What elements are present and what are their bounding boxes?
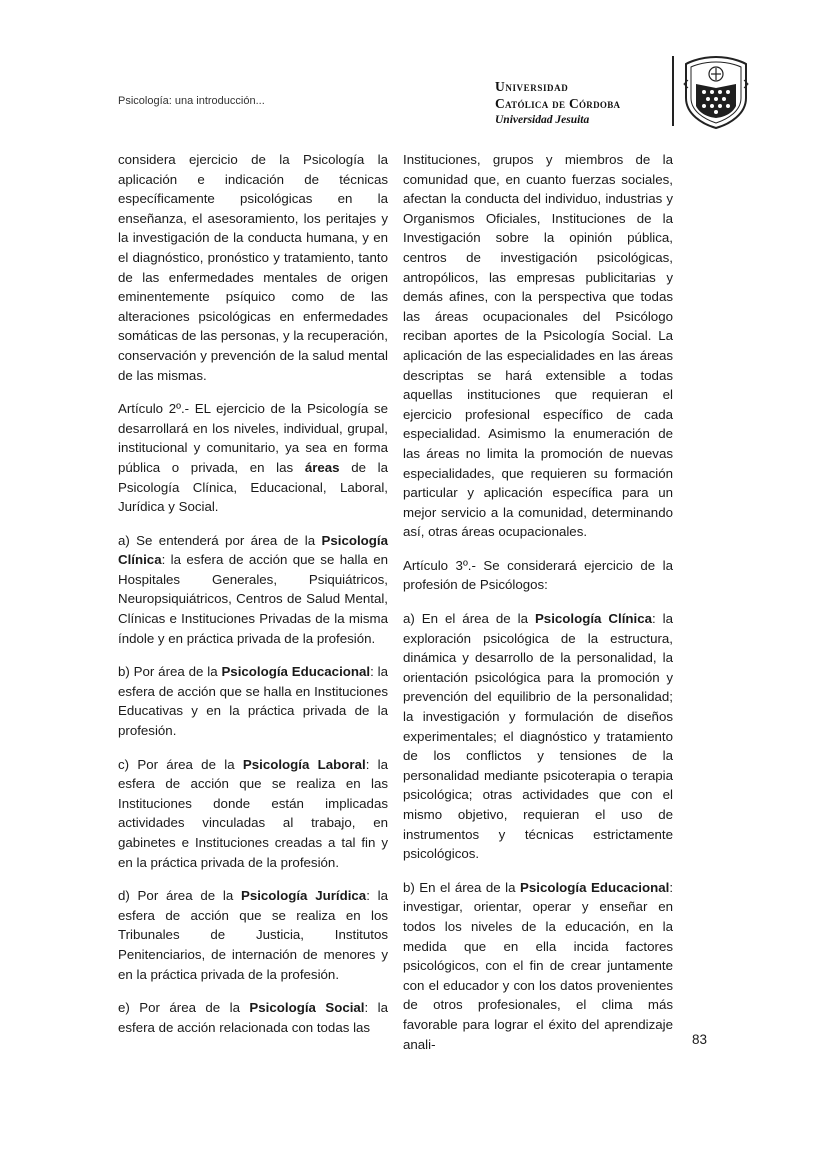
paragraph-social-area: e) Por área de la Psicología Social: la esfera de acción relacionada con todas las [118, 1000, 388, 1035]
university-name-line2: Católica de Córdoba [495, 96, 621, 111]
left-text-column [118, 150, 388, 1051]
paragraph: Instituciones, grupos y miembros de la comunidad que, en cuanto fuerzas sociales, afectan la conducta del individuo, industrias y Organismos Oficiales, Instituciones de la Investigación sobre la opinión pública, centros de investigación psicológicas, antropólicos, las empresas publicitarias y demás afines, con la perspectiva que todas las áreas ocupacionales del Psicólogo reciban aportes de la Psicología Social. La aplicación de las especialidades en las áreas descriptas se hará extensible a todas aquellas instituciones que requieran el ejercicio profesional específico de cada especialidad. Asimismo la enumeración de las áreas no limita la promoción de nuevas especialidades, que requieren su formación particular y aplicación específica para un mejor servicio a la comunidad, determinando así, otras áreas ocupacionales. [403, 152, 673, 540]
paragraph-legal-area: d) Por área de la Psicología Jurídica: la esfera de acción que se realiza en los Tribunales de Justicia, Institutos Penitenciarios, de internación de menores y en la práctica privada de la profesión. [118, 888, 388, 982]
running-title: Psicología: una introducción... [118, 95, 265, 107]
paragraph-article-3: Artículo 3º.- Se considerará ejercicio de la profesión de Psicólogos: [403, 557, 673, 593]
paragraph-clinical-practice: a) En el área de la Psicología Clínica: la exploración psicológica de la estructura, dinámica y desarrollo de la personalidad, la orientación psicológica para la promoción y prevención del equilibrio de la personalidad; la investigación y formulación de diseños experimentales; el diagnóstico y tratamiento de los conflictos y tensiones de la personalidad mediante psicoterapia o terapia psicológica; otras actividades que con el mismo objetivo, requieran el uso de instrumentos y técnicas estrictamente psicológicos. [403, 611, 673, 862]
right-text-column [403, 150, 673, 1068]
university-crest-icon [682, 54, 750, 130]
paragraph-educational-practice: b) En el área de la Psicología Educacional: investigar, orientar, operar y enseñar en todos los niveles de la educación, en la medida que en ella incida factores psicológicos, con el fin de crear juntamente con el educador y con los datos provenientes de otros profesionales, el clima más favorable para lograr el éxito del aprendizaje anali- [403, 879, 674, 1052]
paragraph-educational-area: b) Por área de la Psicología Educacional: la esfera de acción que se halla en Instituciones Educativas y en la práctica privada de la profesión. [118, 664, 388, 739]
logo-divider [672, 56, 674, 126]
university-logo-text [495, 78, 665, 128]
university-tagline: Universidad Jesuita [495, 114, 590, 126]
page-number: 83 [692, 1032, 708, 1047]
paragraph-labor-area: c) Por área de la Psicología Laboral: la esfera de acción que se realiza en las Instituciones donde están implicadas actividades vinculadas al trabajo, en gabinetes e Instituciones creadas a tal fin y en la práctica privada de la profesión. [118, 756, 388, 870]
paragraph-article-2: Artículo 2º.- EL ejercicio de la Psicología se desarrollará en los niveles, individual, grupal, institucional y comunitario, ya sea en forma pública o privada, en las áreas de la Psicología Clínica, Educacional, Laboral, Jurídica y Social. [118, 401, 388, 515]
paragraph: considera ejercicio de la Psicología la aplicación e indicación de técnicas específicamente psicológicas en la enseñanza, el asesoramiento, los peritajes y la investigación de la conducta humana, y en el diagnóstico, pronóstico y tratamiento, tanto de las enfermedades mentales de origen eminentemente psíquico como de las alteraciones psicológicas en enfermedades somáticas de las personas, y la recuperación, conservación y prevención de la salud mental de las mismas. [118, 152, 388, 383]
university-name-line1: Universidad [495, 79, 569, 94]
paragraph-clinical-area: a) Se entenderá por área de la Psicología Clínica: la esfera de acción que se halla en Hospitales Generales, Psiquiátricos, Neuropsiquiátricos, Centros de Salud Mental, Clínicas e Instituciones Privadas de la misma índole y en práctica privada de la profesión. [118, 532, 388, 646]
